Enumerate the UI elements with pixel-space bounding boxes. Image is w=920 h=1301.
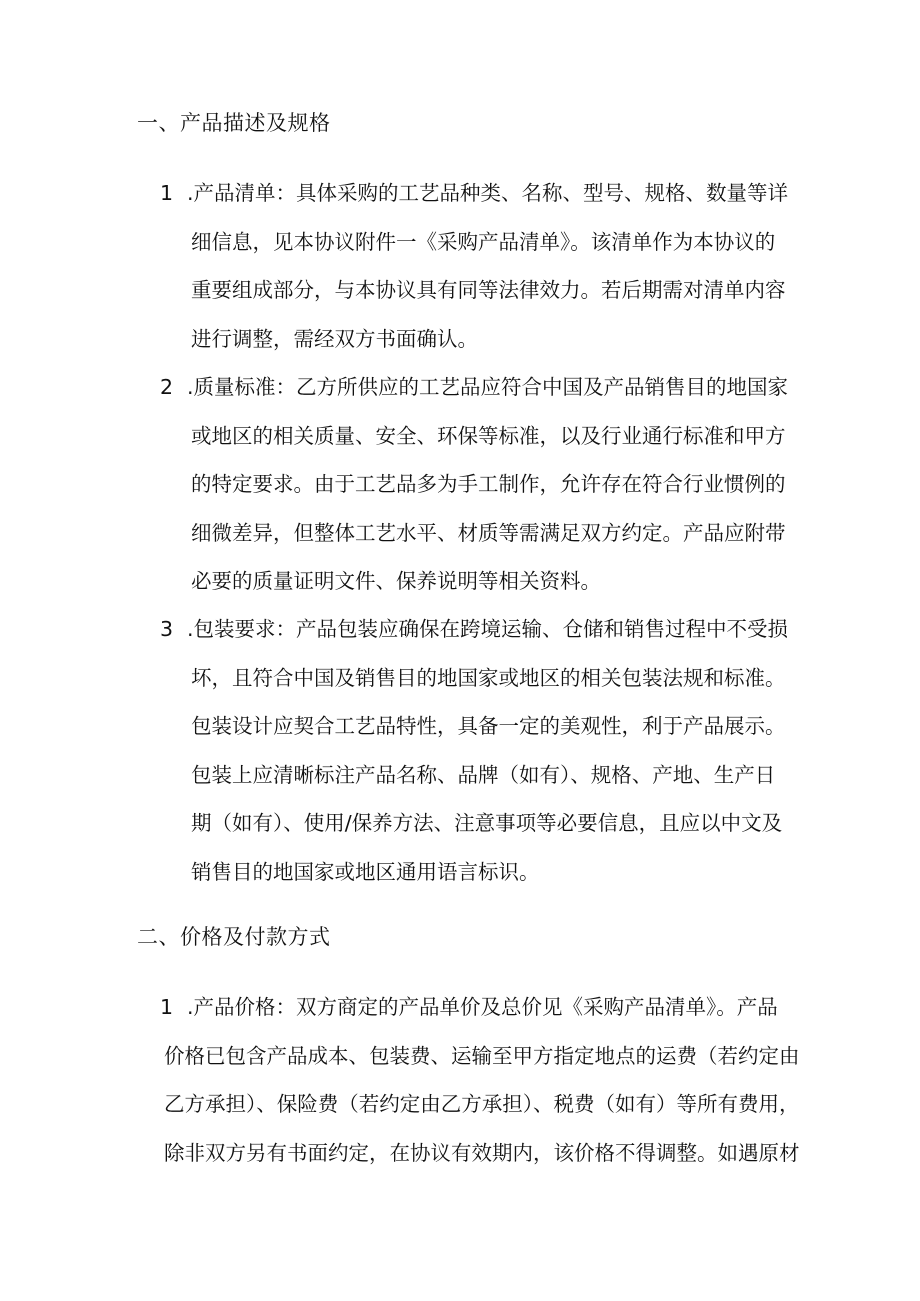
item-line: .质量标准：乙方所供应的工艺品应符合中国及产品销售目的地国家 [187, 375, 789, 399]
item-line: 期（如有）、使用/保养方法、注意事项等必要信息，且应以中文及 [191, 811, 783, 835]
item-number: 2 [160, 375, 174, 399]
item-line: 细微差异，但整体工艺水平、材质等需满足双方约定。产品应附带 [191, 520, 786, 545]
item-line: 除非双方另有书面约定，在协议有效期内，该价格不得调整。如遇原材 [164, 1140, 800, 1165]
item-body [164, 983, 800, 1177]
item-line: .包装要求：产品包装应确保在跨境运输、仓储和销售过程中不受损 [187, 617, 789, 641]
item-body [187, 363, 789, 606]
item-line: 销售目的地国家或地区通用语言标识。 [191, 859, 540, 884]
item-line: 坏，且符合中国及销售目的地国家或地区的相关包装法规和标准。 [191, 665, 786, 690]
item-body [187, 169, 789, 363]
item-line: 包装设计应契合工艺品特性，具备一定的美观性，利于产品展示。 [191, 714, 786, 738]
item-line: .产品清单：具体采购的工艺品种类、名称、型号、规格、数量等详 [187, 181, 789, 205]
item-number: 3 [160, 617, 174, 641]
section-heading-1: 一、产品描述及规格 [137, 111, 331, 135]
item-number: 1 [160, 181, 174, 205]
item-line: 价格已包含产品成本、包装费、运输至甲方指定地点的运费（若约定由 [164, 1043, 800, 1068]
item-number: 1 [160, 995, 174, 1019]
item-line: 重要组成部分，与本协议具有同等法律效力。若后期需对清单内容 [191, 278, 786, 302]
item-line: 细信息，见本协议附件一《采购产品清单》。该清单作为本协议的 [191, 229, 776, 254]
item-line: 的特定要求。由于工艺品多为手工制作，允许存在符合行业惯例的 [191, 472, 786, 496]
item-line: 包装上应清晰标注产品名称、品牌（如有）、规格、产地、生产日 [191, 762, 776, 787]
item-line: 乙方承担）、保险费（若约定由乙方承担）、税费（如有）等所有费用， [164, 1092, 800, 1116]
item-line: 进行调整，需经双方书面确认。 [191, 326, 478, 351]
item-line: 必要的质量证明文件、保养说明等相关资料。 [191, 569, 601, 593]
item-line: 或地区的相关质量、安全、环保等标准，以及行业通行标准和甲方 [191, 423, 786, 448]
item-line: .产品价格：双方商定的产品单价及总价见《采购产品清单》。产品 [187, 995, 778, 1019]
section-heading-2: 二、价格及付款方式 [137, 925, 331, 949]
item-body [187, 605, 789, 896]
